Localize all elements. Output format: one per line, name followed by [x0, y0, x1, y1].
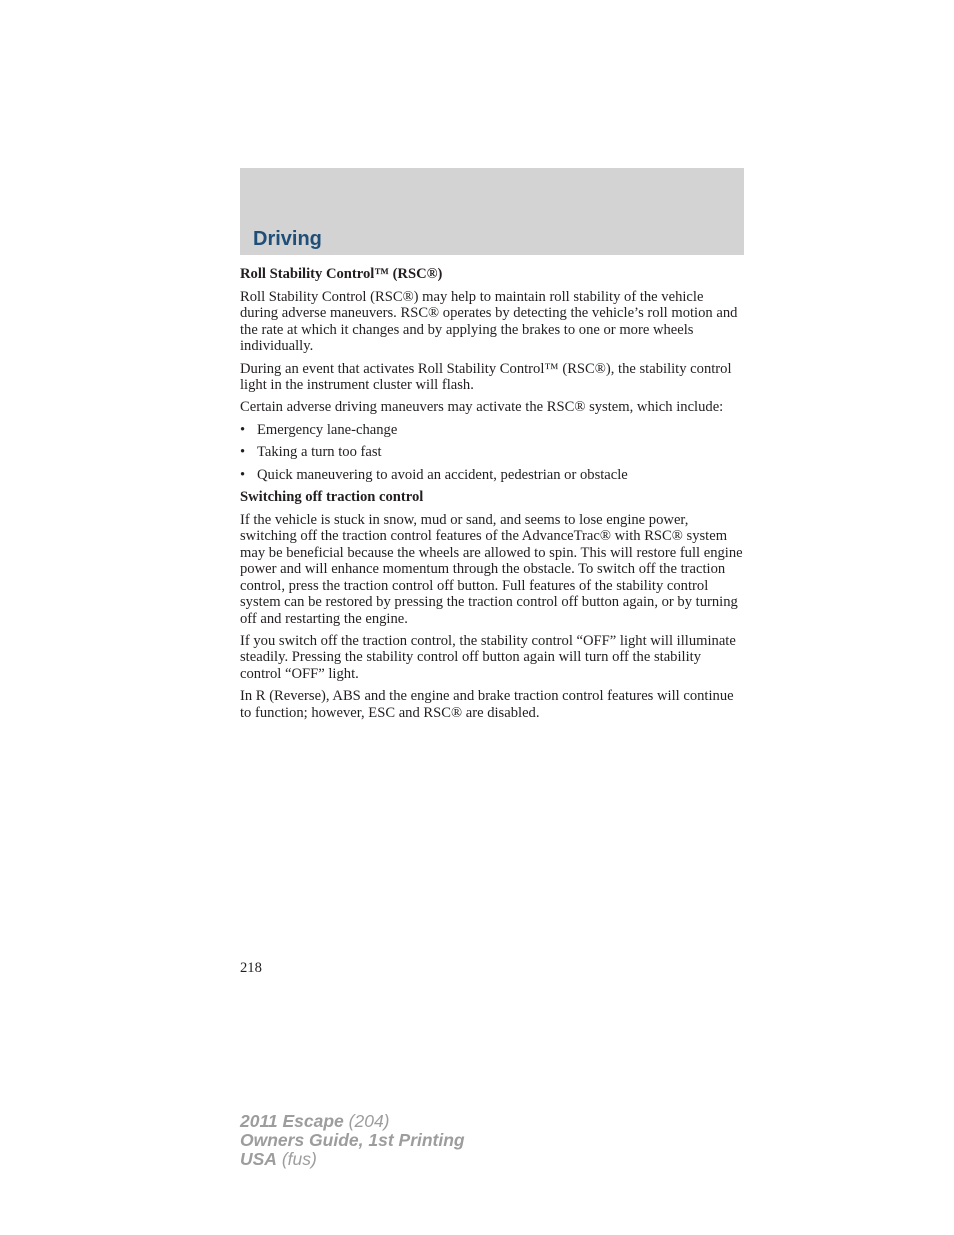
maneuver-list: [240, 422, 744, 483]
traction-paragraph-2: If you switch off the traction control, the stability control “OFF” light will illuminate steadily. Pressing the stability control off button again will turn off the stability control “OFF” light.: [240, 632, 736, 682]
section-header-band: [240, 168, 744, 255]
list-item: [240, 467, 744, 483]
bullet-icon: •: [240, 444, 246, 461]
rsc-paragraph-3: Certain adverse driving maneuvers may activate the RSC® system, which include:: [240, 399, 724, 416]
list-item-text: Quick maneuvering to avoid an accident, pedestrian or obstacle: [257, 466, 628, 483]
list-item: [240, 422, 744, 438]
rsc-paragraph-1: Roll Stability Control (RSC®) may help to maintain roll stability of the vehicle during adverse maneuvers. RSC® operates by detecting the vehicle’s roll motion and the rate at which it changes and by applying the brakes to one or more wheels individually.: [240, 289, 738, 355]
footer-edition: Owners Guide, 1st Printing: [240, 1130, 465, 1150]
traction-paragraph-1: If the vehicle is stuck in snow, mud or sand, and seems to lose engine power, switching off the traction control features of the AdvanceTrac® with RSC® system may be beneficial because the wheels are allowed to spin. This will restore full engine power and will enhance momentum through the obstacle. To switch off the traction control, press the traction control off button. Full features of the stability control system can be restored by pressing the traction control off button again, or by turning off and restarting the engine.: [240, 512, 743, 627]
page-content: [240, 266, 744, 727]
bullet-icon: •: [240, 421, 246, 438]
footer-market: USA: [240, 1149, 277, 1169]
rsc-paragraph-2: During an event that activates Roll Stability Control™ (RSC®), the stability control light in the instrument cluster will flash.: [240, 360, 732, 394]
rsc-heading: Roll Stability Control™ (RSC®): [240, 266, 443, 282]
traction-paragraph-3: In R (Reverse), ABS and the engine and brake traction control features will continue to function; however, ESC and RSC® are disabled.: [240, 688, 734, 721]
bullet-icon: •: [240, 466, 246, 483]
footer-line-2: [240, 1131, 465, 1150]
list-item-text: Taking a turn too fast: [257, 444, 382, 461]
page-number: 218: [240, 960, 262, 976]
footer-model: 2011 Escape: [240, 1111, 344, 1131]
footer-market-code: (fus): [276, 1149, 317, 1169]
section-title: Driving: [253, 228, 322, 250]
document-footer: [240, 1112, 465, 1169]
footer-model-code: (204): [343, 1111, 390, 1131]
list-item: [240, 444, 744, 460]
footer-line-3: [240, 1150, 465, 1169]
traction-heading: Switching off traction control: [240, 489, 424, 506]
footer-line-1: [240, 1112, 465, 1131]
list-item-text: Emergency lane-change: [257, 421, 398, 438]
